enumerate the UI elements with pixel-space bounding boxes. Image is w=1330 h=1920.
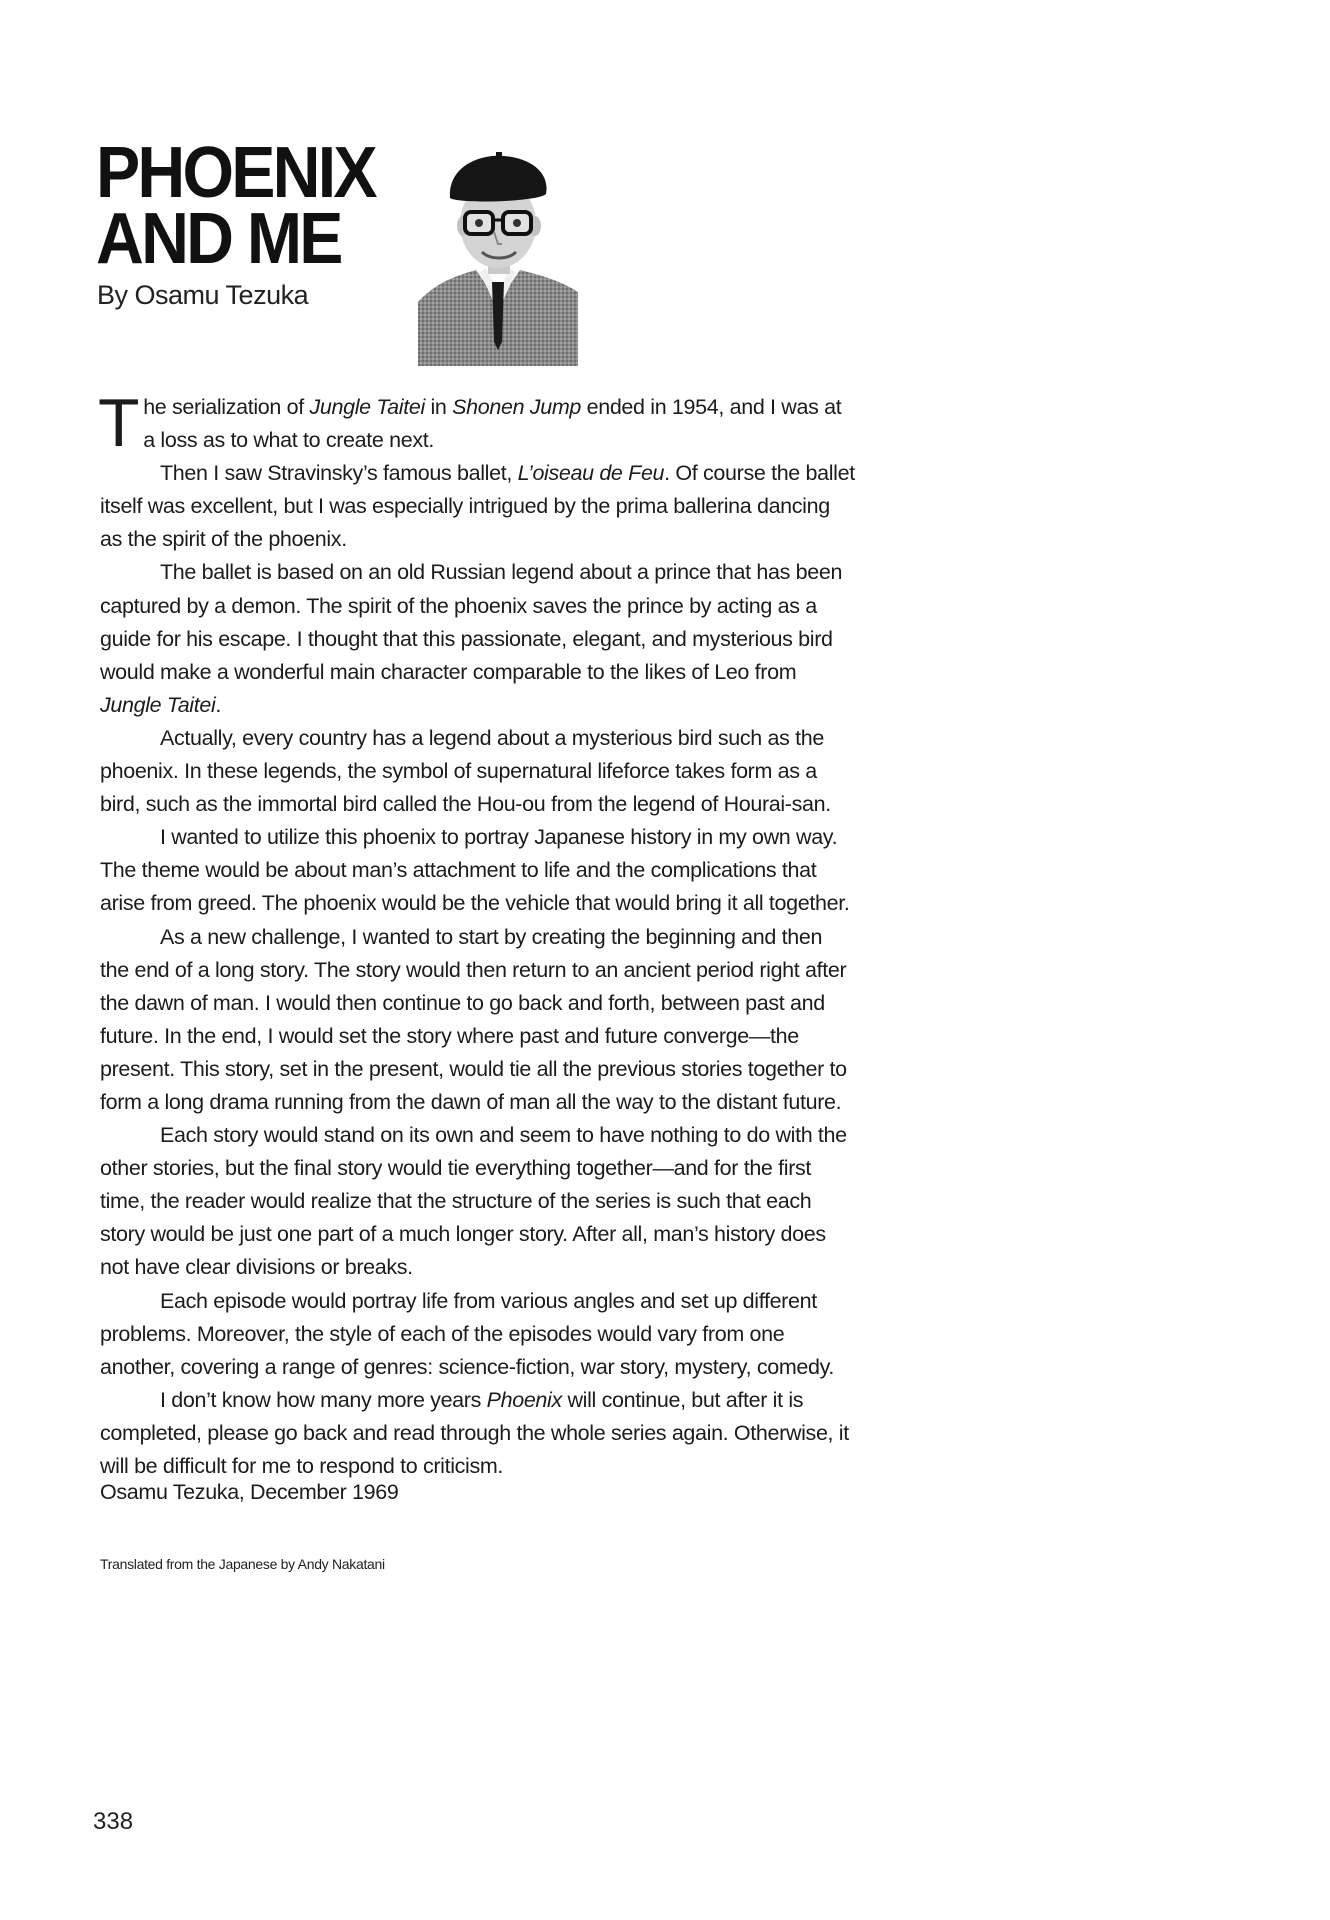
paragraph-6: As a new challenge, I wanted to start by creating the beginning and then the end of a long story. The story would then return to an ancient period right after the dawn of man. I would then continue to go back and forth, between past and future. In the end, I would set the story where past and future converge—the present. This story, set in the present, would tie all the previous stories together to form a long drama running from the dawn of man all the way to the distant future. <box>100 924 847 1114</box>
work-title: Shonen Jump <box>452 395 581 419</box>
byline: By Osamu Tezuka <box>97 280 309 310</box>
page-title <box>96 133 375 279</box>
paragraph-8: Each episode would portray life from various angles and set up different problems. Moreover, the style of each of the episodes would vary from one another, covering a range of genres: science-fiction, war story, mystery, comedy. <box>100 1288 835 1379</box>
work-title: Jungle Taitei <box>100 692 216 717</box>
page-number: 338 <box>93 1808 134 1835</box>
author-portrait-photo <box>418 152 578 366</box>
title-line-2: AND ME <box>96 199 341 279</box>
paragraph-7: Each story would stand on its own and seem to have nothing to do with the other stories, but the final story would tie everything together—and for the first time, the reader would realize that the structure of the series is such that each story would be just one part of a much longer story. After all, man’s history does not have clear divisions or breaks. <box>100 1123 847 1280</box>
paragraph-1: The serialization of Jungle Taitei in Shonen Jump ended in 1954, and I was at a loss as to what to create next. <box>98 385 842 461</box>
paragraph-2: Then I saw Stravinsky’s famous ballet, L’oiseau de Feu. Of course the ballet itself was excellent, but I was especially intrigued by the prima ballerina dancing as the spirit of the phoenix. <box>100 461 855 552</box>
work-title: Jungle Taitei <box>309 395 425 419</box>
work-title: Phoenix <box>486 1387 562 1412</box>
translator-credit: Translated from the Japanese by Andy Nakatani <box>100 1556 385 1572</box>
paragraph-9: I don’t know how many more years Phoenix will continue, but after it is completed, please go back and read through the whole series again. Otherwise, it will be difficult for me to respond to criticism. <box>100 1387 849 1478</box>
article-body <box>98 385 855 1483</box>
signoff: Osamu Tezuka, December 1969 <box>100 1480 399 1504</box>
drop-cap: T <box>98 385 140 461</box>
paragraph-5: I wanted to utilize this phoenix to portray Japanese history in my own way. The theme would be about man’s attachment to life and the complications that arise from greed. The phoenix would be the vehicle that would bring it all together. <box>100 825 850 916</box>
title-line-1: PHOENIX <box>96 133 375 213</box>
paragraph-3: The ballet is based on an old Russian legend about a prince that has been captured by a demon. The spirit of the phoenix saves the prince by acting as a guide for his escape. I thought that this passionate, elegant, and mysterious bird would make a wonderful main character comparable to the likes of Leo from Jungle Taitei. <box>100 560 843 717</box>
paragraph-4: Actually, every country has a legend about a mysterious bird such as the phoenix. In these legends, the symbol of supernatural lifeforce takes form as a bird, such as the immortal bird called the Hou-ou from the legend of Hourai-san. <box>100 725 831 817</box>
work-title: L’oiseau de Feu <box>517 461 665 486</box>
